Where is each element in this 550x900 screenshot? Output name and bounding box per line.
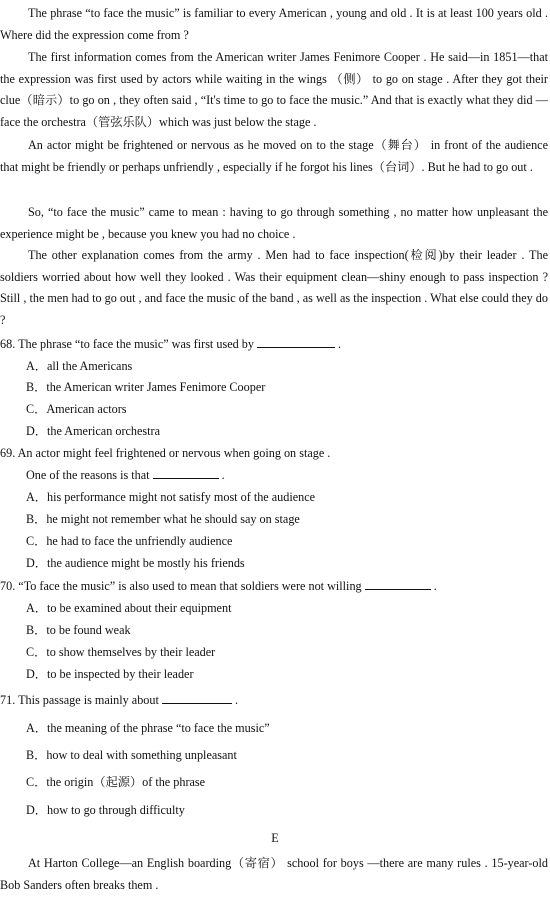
option-text: the origin（起源）of the phrase (46, 775, 206, 789)
option-71-a[interactable] (26, 718, 546, 739)
option-text: American actors (46, 402, 127, 416)
option-69-d[interactable] (26, 553, 546, 574)
passage-paragraph-5: The other explanation comes from the army . Men had to face inspection(检阅)by their leader . The soldiers worried about how well they looked . Was their equipment clean—shiny enough to pass inspection ? Still , the men had to go out , and face the music of the band , as well as the inspection . What else could they do ? (0, 248, 548, 328)
option-text: the meaning of the phrase “to face the music” (47, 721, 270, 735)
option-letter: D． (26, 667, 47, 681)
option-letter: A． (26, 721, 47, 735)
option-text: he might not remember what he should say on stage (46, 512, 300, 526)
question-stem-continued: One of the reasons is that (26, 468, 150, 482)
passage-paragraph-3: An actor might be frightened or nervous as he moved on to the stage（舞台） in front of the audience that might be friendly or perhaps unfriendly , especially if he forgot his lines（台词）. But he had to go out . (0, 138, 548, 174)
passage-paragraph-4: So, “to face the music” came to mean : having to go through something , no matter how unpleasant the experience might be , because you knew you had no choice . (0, 205, 548, 241)
option-71-c[interactable] (26, 772, 546, 793)
option-letter: C． (26, 775, 47, 789)
option-69-c[interactable] (26, 531, 546, 552)
stem-end: . (221, 468, 225, 482)
option-text: all the Americans (47, 359, 133, 373)
question-stem: “To face the music” is also used to mean that soldiers were not willing (18, 579, 362, 593)
option-letter: A． (26, 490, 47, 504)
option-70-c[interactable] (26, 642, 546, 663)
question-number: 68. (0, 337, 16, 351)
section-e-paragraph: At Harton College—an English boarding（寄宿） school for boys —there are many rules . 15-year-old Bob Sanders often breaks them . (0, 856, 548, 892)
answer-blank (365, 577, 431, 590)
option-letter: C． (26, 534, 47, 548)
option-68-b[interactable] (26, 377, 546, 398)
question-stem: The phrase “to face the music” was first used by (18, 337, 254, 351)
option-text: to show themselves by their leader (46, 645, 216, 659)
option-text: the American writer James Fenimore Cooper (46, 380, 266, 394)
option-letter: B． (26, 623, 47, 637)
option-70-a[interactable] (26, 598, 546, 619)
option-70-b[interactable] (26, 620, 546, 641)
question-69 (0, 443, 540, 464)
option-letter: A． (26, 601, 47, 615)
option-letter: A． (26, 359, 47, 373)
answer-blank (257, 335, 335, 348)
option-letter: D． (26, 803, 47, 817)
option-68-a[interactable] (26, 356, 546, 377)
question-71 (0, 690, 540, 711)
option-text: the audience might be mostly his friends (47, 556, 245, 570)
question-number: 71. (0, 693, 16, 707)
section-heading-e: E (271, 831, 279, 845)
option-letter: B． (26, 512, 47, 526)
option-letter: C． (26, 645, 47, 659)
stem-end: . (338, 337, 342, 351)
option-69-b[interactable] (26, 509, 546, 530)
answer-blank (153, 466, 219, 479)
option-letter: C． (26, 402, 47, 416)
option-text: to be found weak (46, 623, 131, 637)
passage-paragraph-2: The first information comes from the American writer James Fenimore Cooper . He said—in 1851—that the expression was first used by actors while waiting in the wings （侧） to go on stage . After they got their clue（暗示）to go on , they often said , “It's time to go to face the music.” And that is exactly what they did —face the orchestra（管弦乐队）which was just below the stage . (0, 50, 548, 130)
passage-paragraph-1: The phrase “to face the music” is familiar to every American , young and old . It is at least 100 years old . Where did the expression come from ? (0, 6, 548, 42)
question-stem: This passage is mainly about (18, 693, 159, 707)
option-letter: D． (26, 556, 47, 570)
option-letter: D． (26, 424, 47, 438)
option-text: the American orchestra (47, 424, 161, 438)
answer-blank (162, 691, 232, 704)
question-68 (0, 334, 540, 355)
option-70-d[interactable] (26, 664, 546, 685)
option-text: how to deal with something unpleasant (46, 748, 237, 762)
option-text: to be inspected by their leader (47, 667, 194, 681)
question-69-line-2 (26, 465, 546, 486)
question-number: 70. (0, 579, 16, 593)
stem-end: . (433, 579, 437, 593)
option-69-a[interactable] (26, 487, 546, 508)
option-71-d[interactable] (26, 800, 546, 821)
option-68-c[interactable] (26, 399, 546, 420)
option-68-d[interactable] (26, 421, 546, 442)
option-text: how to go through difficulty (47, 803, 185, 817)
stem-end: . (234, 693, 239, 707)
question-number: 69. (0, 446, 16, 460)
option-text: he had to face the unfriendly audience (46, 534, 233, 548)
question-stem: An actor might feel frightened or nervous when going on stage . (17, 446, 331, 460)
option-text: to be examined about their equipment (47, 601, 232, 615)
option-letter: B． (26, 748, 47, 762)
option-text: his performance might not satisfy most of the audience (47, 490, 316, 504)
option-letter: B． (26, 380, 47, 394)
question-70 (0, 576, 540, 597)
option-71-b[interactable] (26, 745, 546, 766)
